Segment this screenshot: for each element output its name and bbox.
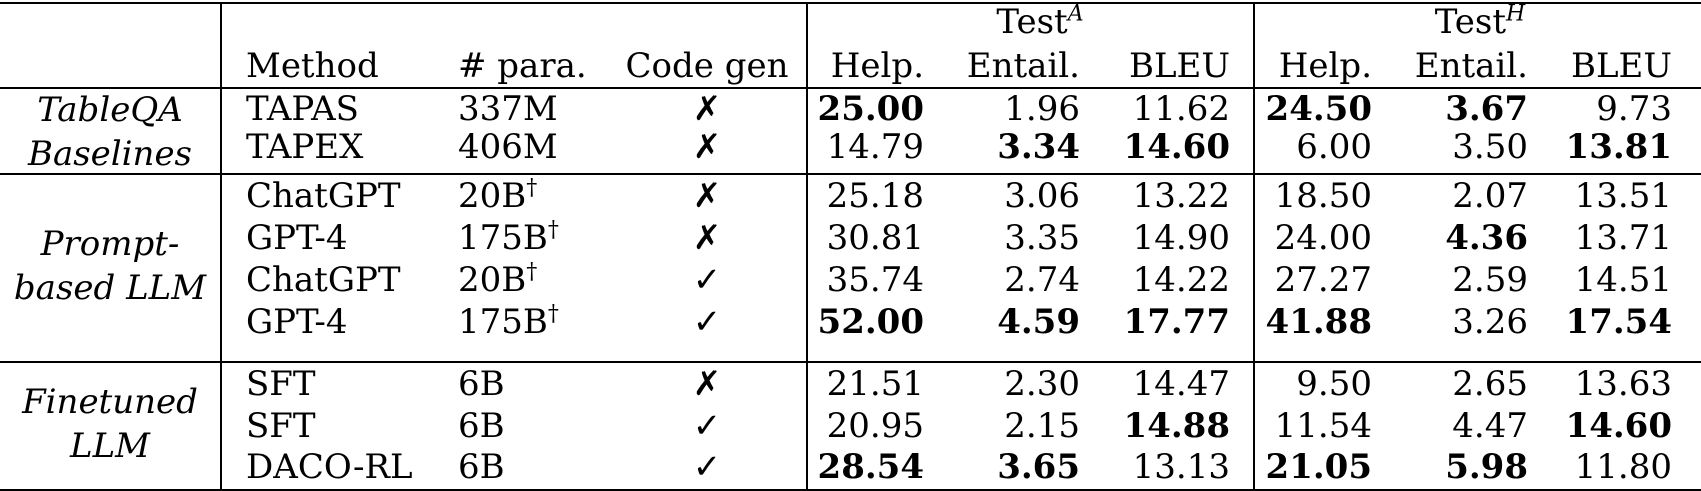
col-a-ent: Entail.: [966, 46, 1080, 86]
table-cell-h-ent: 4.36: [1445, 218, 1528, 258]
table-cell-h-bleu: 14.51: [1574, 260, 1672, 300]
group-label-line: Finetuned: [22, 382, 198, 422]
table-cell-method: SFT: [246, 364, 316, 404]
table-cell-h-ent: 4.47: [1452, 406, 1528, 446]
table-cell-h-help: 24.50: [1265, 89, 1372, 129]
table-cell-h-help: 41.88: [1265, 302, 1372, 342]
group-label-prompt-llm: [0, 222, 220, 310]
table-cell-code: ✓: [692, 260, 722, 300]
table-cell-a-help: 25.00: [817, 89, 924, 129]
table-cell-a-help: 28.54: [817, 447, 924, 487]
table-cell-h-bleu: 17.54: [1565, 302, 1672, 342]
header-test-h: [1400, 2, 1560, 42]
table-cell-a-bleu: 14.60: [1123, 127, 1230, 167]
col-code-gen: Code gen: [625, 46, 789, 86]
col-h-ent: Entail.: [1414, 46, 1528, 86]
table-cell-a-ent: 3.34: [997, 127, 1080, 167]
table-cell-a-ent: 3.06: [1004, 176, 1080, 216]
rule-group-2: [0, 361, 1701, 363]
dagger-mark: †: [547, 301, 559, 327]
table-cell-method: ChatGPT: [246, 260, 401, 300]
table-cell-a-help: 21.51: [826, 364, 924, 404]
table-cell-code: ✗: [692, 218, 722, 258]
header-test-h-label: Test: [1434, 2, 1507, 42]
table-cell-h-help: 21.05: [1265, 447, 1372, 487]
table-cell-a-bleu: 13.22: [1132, 176, 1230, 216]
table-cell-code: ✗: [692, 127, 722, 167]
table-cell-method: TAPEX: [246, 127, 364, 167]
table-cell-a-help: 20.95: [826, 406, 924, 446]
table-cell-para: 6B: [458, 406, 505, 446]
table-cell-h-bleu: 13.81: [1565, 127, 1672, 167]
table-cell-code: ✓: [692, 302, 722, 342]
table-cell-h-help: 9.50: [1296, 364, 1372, 404]
table-cell-a-help: 30.81: [826, 218, 924, 258]
col-h-bleu: BLEU: [1570, 46, 1672, 86]
dagger-mark: †: [526, 259, 538, 285]
table-cell-para: 337M: [458, 89, 558, 129]
table-cell-h-bleu: 9.73: [1596, 89, 1672, 129]
table-cell-h-bleu: 14.60: [1565, 406, 1672, 446]
group-label-line: TableQA: [37, 90, 183, 130]
table-cell-h-bleu: 13.71: [1574, 218, 1672, 258]
header-test-a: [960, 2, 1120, 42]
table-cell-a-ent: 2.74: [1004, 260, 1080, 300]
dagger-mark: †: [547, 217, 559, 243]
col-a-bleu: BLEU: [1128, 46, 1230, 86]
table-cell-para: 20B†: [458, 259, 538, 300]
table-cell-a-bleu: 14.22: [1132, 260, 1230, 300]
table-cell-h-ent: 3.67: [1445, 89, 1528, 129]
table-cell-h-bleu: 11.80: [1574, 447, 1672, 487]
table-cell-a-bleu: 14.90: [1132, 218, 1230, 258]
table-cell-a-help: 25.18: [826, 176, 924, 216]
table-cell-a-bleu: 14.47: [1132, 364, 1230, 404]
table-cell-h-bleu: 13.51: [1574, 176, 1672, 216]
table-cell-a-bleu: 13.13: [1132, 447, 1230, 487]
table-cell-h-ent: 2.59: [1452, 260, 1528, 300]
table-cell-h-ent: 3.50: [1452, 127, 1528, 167]
rule-vert-1: [220, 2, 222, 491]
table-cell-method: GPT-4: [246, 218, 348, 258]
table-cell-a-ent: 2.15: [1004, 406, 1080, 446]
dagger-mark: †: [526, 175, 538, 201]
table-cell-a-bleu: 14.88: [1123, 406, 1230, 446]
table-cell-a-help: 52.00: [817, 302, 924, 342]
group-label-line: based LLM: [13, 268, 207, 308]
table-cell-para: 406M: [458, 127, 558, 167]
table-cell-h-help: 6.00: [1296, 127, 1372, 167]
col-method: Method: [246, 46, 379, 86]
table-cell-a-ent: 3.35: [1004, 218, 1080, 258]
table-cell-para: 175B†: [458, 217, 559, 258]
table-cell-code: ✓: [692, 406, 722, 446]
table-cell-para: 6B: [458, 364, 505, 404]
table-cell-code: ✓: [692, 447, 722, 487]
group-label-finetuned: [0, 380, 220, 468]
table-cell-method: ChatGPT: [246, 176, 401, 216]
table-cell-para: 175B†: [458, 301, 559, 342]
group-label-line: Prompt-: [40, 224, 180, 264]
table-cell-a-ent: 3.65: [997, 447, 1080, 487]
group-label-line: LLM: [70, 426, 150, 466]
table-cell-method: GPT-4: [246, 302, 348, 342]
header-test-a-sup: A: [1067, 1, 1084, 27]
table-cell-h-help: 11.54: [1274, 406, 1372, 446]
col-para: # para.: [458, 46, 587, 86]
table-cell-a-help: 14.79: [826, 127, 924, 167]
table-cell-para: 6B: [458, 447, 505, 487]
col-h-help: Help.: [1278, 46, 1372, 86]
table-cell-a-ent: 4.59: [997, 302, 1080, 342]
header-test-h-sup: H: [1506, 1, 1526, 27]
table-cell-code: ✗: [692, 89, 722, 129]
table-cell-a-ent: 2.30: [1004, 364, 1080, 404]
table-cell-h-ent: 2.07: [1452, 176, 1528, 216]
table-cell-para: 20B†: [458, 175, 538, 216]
table-cell-h-help: 27.27: [1274, 260, 1372, 300]
table-cell-code: ✗: [692, 364, 722, 404]
table-cell-a-ent: 1.96: [1004, 89, 1080, 129]
header-test-a-label: Test: [996, 2, 1068, 42]
table-cell-method: DACO-RL: [246, 447, 413, 487]
table-cell-h-ent: 3.26: [1452, 302, 1528, 342]
table-cell-a-help: 35.74: [826, 260, 924, 300]
rule-group-1: [0, 173, 1701, 175]
table-cell-h-ent: 5.98: [1445, 447, 1528, 487]
table-cell-a-bleu: 17.77: [1123, 302, 1230, 342]
table-cell-h-bleu: 13.63: [1574, 364, 1672, 404]
table-cell-h-help: 18.50: [1274, 176, 1372, 216]
table-cell-code: ✗: [692, 176, 722, 216]
table-cell-h-ent: 2.65: [1452, 364, 1528, 404]
table-cell-a-bleu: 11.62: [1132, 89, 1230, 129]
table-cell-method: TAPAS: [246, 89, 359, 129]
table-cell-method: SFT: [246, 406, 316, 446]
col-a-help: Help.: [830, 46, 924, 86]
group-label-line: Baselines: [27, 134, 193, 174]
table-cell-h-help: 24.00: [1274, 218, 1372, 258]
group-label-tableqa: [0, 88, 220, 176]
